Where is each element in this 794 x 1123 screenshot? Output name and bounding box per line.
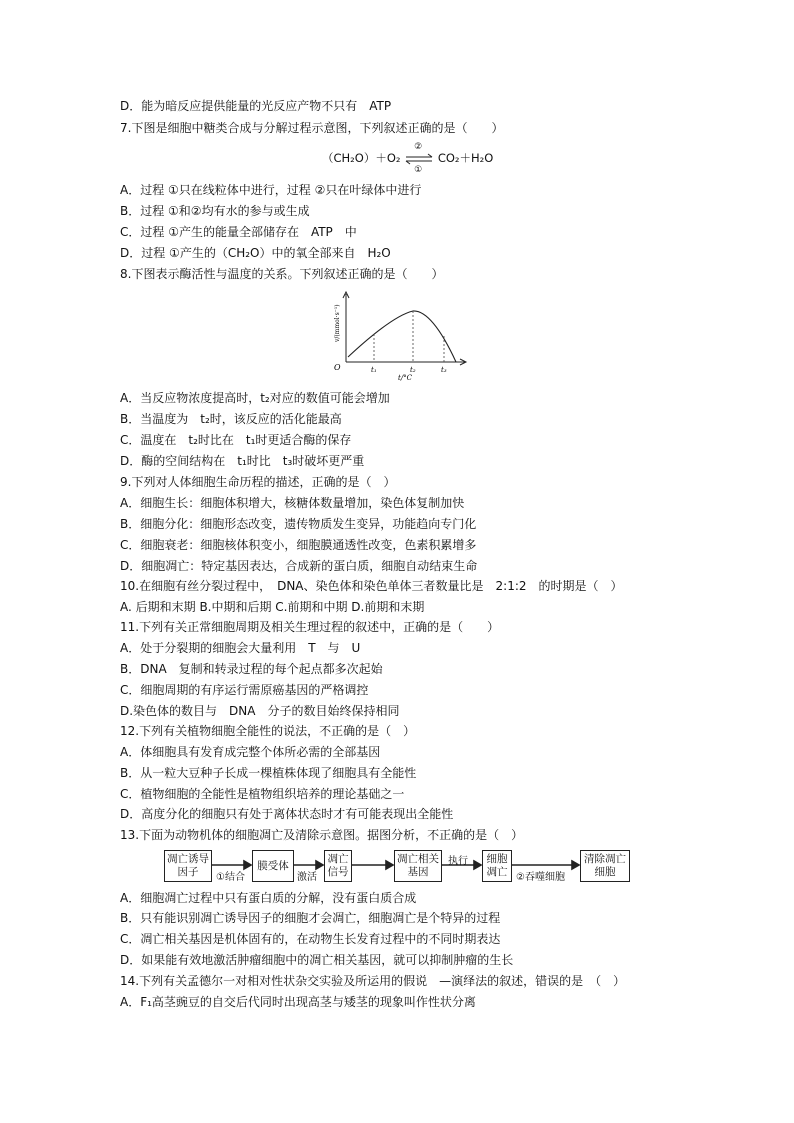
- flow-label-execute: 执行: [448, 856, 468, 867]
- arrow-5-head-icon: [572, 861, 579, 869]
- tick-t3: t₃: [441, 366, 447, 374]
- flow-box-signal: 凋亡信号: [324, 850, 352, 882]
- tick-t1: t₁: [371, 366, 377, 374]
- q11-option-a: A．处于分裂期的细胞会大量利用 T 与 U: [120, 641, 361, 655]
- q7-option-c: C．过程 ①产生的能量全部储存在 ATP 中: [120, 225, 357, 239]
- q11-option-d: D.染色体的数目与 DNA 分子的数目始终保持相同: [120, 704, 400, 718]
- q13-option-a: A．细胞凋亡过程中只有蛋白质的分解，没有蛋白质合成: [120, 891, 417, 905]
- q7-option-a: A．过程 ①只在线粒体中进行，过程 ②只在叶绿体中进行: [120, 183, 422, 197]
- flow-label-phagocyte: ②吞噬细胞: [516, 872, 565, 883]
- q9-option-a: A．细胞生长：细胞体积增大，核糖体数量增加，染色体复制加快: [120, 496, 465, 510]
- q12-stem: 12.下列有关植物细胞全能性的说法，不正确的是（ ）: [120, 724, 416, 738]
- arrow-2-head-icon: [316, 861, 323, 869]
- q9-option-c: C．细胞衰老：细胞核体积变小，细胞膜通透性改变，色素积累增多: [120, 538, 477, 552]
- q13-option-d: D．如果能有效地激活肿瘤细胞中的凋亡相关基因，就可以抑制肿瘤的生长: [120, 953, 514, 967]
- q8-option-a: A．当反应物浓度提高时，t₂对应的数值可能会增加: [120, 391, 390, 405]
- q14-option-a: A．F₁高茎豌豆的自交后代同时出现高茎与矮茎的现象叫作性状分离: [120, 995, 476, 1009]
- q7-equation: [322, 141, 494, 175]
- activity-curve: [348, 311, 456, 362]
- q7-option-d: D．过程 ①产生的（CH₂O）中的氧全部来自 H₂O: [120, 246, 391, 260]
- q12-option-b: B．从一粒大豆种子长成一棵植株体现了细胞具有全能性: [120, 766, 417, 780]
- q12-option-d: D．高度分化的细胞只有处于离体状态时才有可能表现出全能性: [120, 807, 454, 821]
- arrow-1-head-icon: [244, 861, 251, 869]
- q8-option-c: C．温度在 t₂时比在 t₁时更适合酶的保存: [120, 433, 352, 447]
- q11-option-b: B．DNA 复制和转录过程的每个起点都多次起始: [120, 662, 383, 676]
- q12-option-c: C．植物细胞的全能性是植物组织培养的理论基础之一: [120, 787, 405, 801]
- q6-option-d: D．能为暗反应提供能量的光反应产物不只有 ATP: [120, 99, 392, 113]
- q11-stem: 11.下列有关正常细胞周期及相关生理过程的叙述中，正确的是（ ）: [120, 620, 500, 634]
- q8-option-b: B．当温度为 t₂时，该反应的活化能最高: [120, 412, 342, 426]
- q13-option-b: B．只有能识别凋亡诱导因子的细胞才会凋亡，细胞凋亡是个特异的过程: [120, 911, 501, 925]
- q11-option-c: C．细胞周期的有序运行需原癌基因的严格调控: [120, 683, 369, 697]
- flow-label-activate: 激活: [297, 872, 317, 883]
- origin-label: O: [334, 363, 341, 372]
- q9-option-b: B．细胞分化：细胞形态改变，遗传物质发生变异，功能趋向专门化: [120, 517, 477, 531]
- reversible-arrow-icon: [404, 141, 434, 175]
- arrow-4-head-icon: [474, 861, 481, 869]
- q13-stem: 13.下面为动物机体的细胞凋亡及清除示意图。据图分析，不正确的是（ ）: [120, 828, 524, 842]
- q10-stem: 10.在细胞有丝分裂过程中， DNA、染色体和染色单体三者数量比是 2:1:2 的时期是（ ）: [120, 579, 623, 593]
- q8-option-d: D．酶的空间结构在 t₁时比 t₃时破坏更严重: [120, 454, 365, 468]
- flow-box-inducer: 凋亡诱导因子: [164, 850, 212, 882]
- q13-option-c: C．凋亡相关基因是机体固有的，在动物生长发育过程中的不同时期表达: [120, 932, 501, 946]
- q9-option-d: D．细胞凋亡：特定基因表达，合成新的蛋白质，细胞自动结束生命: [120, 559, 478, 573]
- q9-stem: 9.下列对人体细胞生命历程的描述，正确的是（ ）: [120, 475, 396, 489]
- flow-box-genes: 凋亡相关基因: [394, 850, 442, 882]
- q10-options: A. 后期和末期 B.中期和后期 C.前期和中期 D.前期和末期: [120, 600, 425, 614]
- q7-stem: 7.下图是细胞中糖类合成与分解过程示意图，下列叙述正确的是（ ）: [120, 121, 504, 135]
- flow-label-bind: ①结合: [216, 872, 245, 883]
- y-axis-label: v/(mmol·s⁻¹): [334, 304, 341, 342]
- x-axis-label: t/°C: [398, 374, 413, 382]
- q7-option-b: B．过程 ①和②均有水的参与或生成: [120, 204, 310, 218]
- q12-option-a: A．体细胞具有发育成完整个体所必需的全部基因: [120, 745, 381, 759]
- equation-right: CO₂＋H₂O: [437, 151, 494, 165]
- flow-box-clearance: 清除凋亡细胞: [580, 850, 630, 882]
- equation-left: （CH₂O）＋O₂: [322, 151, 401, 165]
- q14-stem: 14.下列有关孟德尔一对相对性状杂交实验及所运用的假说 —演绎法的叙述，错误的是 （ ）: [120, 974, 626, 988]
- equation-label-2: ②: [414, 141, 423, 152]
- arrow-3-head-icon: [386, 861, 393, 869]
- q8-stem: 8.下图表示酶活性与温度的关系。下列叙述正确的是（ ）: [120, 267, 444, 281]
- flow-box-apoptosis: 细胞凋亡: [482, 850, 512, 882]
- flow-box-receptor: 膜受体: [252, 850, 294, 882]
- equation-label-1: ①: [414, 164, 423, 175]
- tick-t2: t₂: [410, 366, 416, 374]
- enzyme-temperature-graph: [320, 290, 470, 382]
